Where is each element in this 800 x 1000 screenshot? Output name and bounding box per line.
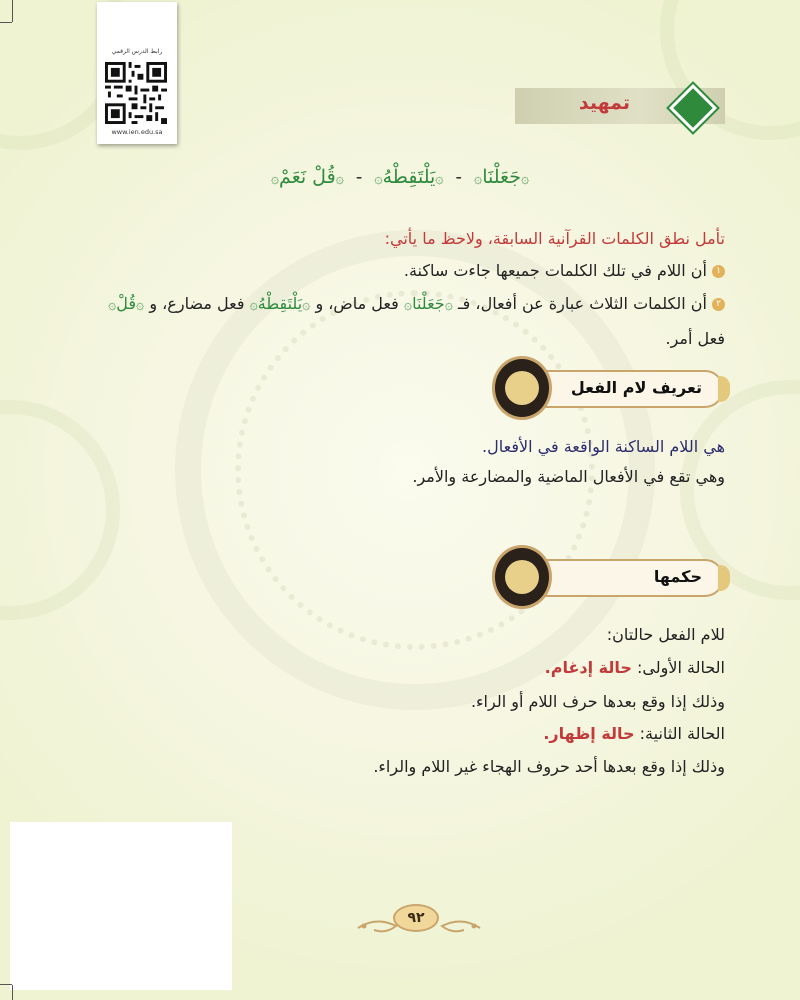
crop-mark — [0, 984, 12, 985]
quran-examples — [0, 166, 800, 188]
banner-title: حكمها — [653, 567, 702, 586]
ornate-bracket-icon: ۞ — [302, 297, 311, 313]
separator: - — [355, 166, 363, 188]
rule-intro: للام الفعل حالتان: — [606, 625, 725, 644]
case-label: الحالة الثانية: — [639, 724, 725, 743]
crop-mark — [12, 0, 13, 22]
crop-mark — [0, 22, 12, 23]
ornate-bracket-icon: ۞ — [249, 297, 258, 313]
ornate-bracket-icon: ۞ — [474, 171, 483, 187]
ornate-bracket-icon: ۞ — [335, 171, 344, 187]
rule-case-1-desc: وذلك إذا وقع بعدها حرف اللام أو الراء. — [470, 692, 725, 711]
quran-word: جَعَلْنَا — [482, 166, 521, 188]
case-name: حالة إدغام. — [544, 658, 632, 677]
floral-medallion-icon — [492, 356, 552, 420]
point-2 — [60, 294, 725, 313]
header-title: تمهيد — [578, 92, 630, 114]
rule-case-2 — [543, 724, 725, 743]
crop-mark — [12, 985, 13, 1000]
point-text: أن الكلمات الثلاث عبارة عن أفعال، فـ — [457, 294, 707, 313]
quran-word: قُلْ — [116, 294, 137, 313]
ornate-bracket-icon: ۞ — [136, 297, 145, 313]
case-name: حالة إظهار. — [543, 724, 635, 743]
qr-label: رابط الدرس الرقمي — [111, 48, 163, 55]
ornate-bracket-icon: ۞ — [435, 171, 444, 187]
ornate-bracket-icon: ۞ — [374, 171, 383, 187]
number-badge: ٢ — [712, 298, 725, 311]
quran-word: يَلْتَقِطْهُ — [382, 166, 436, 188]
definition-line-1: هي اللام الساكنة الواقعة في الأفعال. — [482, 437, 725, 456]
number-badge: ١ — [712, 265, 725, 278]
ornate-bracket-icon: ۞ — [444, 297, 453, 313]
separator: - — [455, 166, 462, 188]
quran-word: قُلْ نَعَمْ — [279, 166, 336, 188]
rule-case-2-desc: وذلك إذا وقع بعدها أحد حروف الهجاء غير اللام والراء. — [373, 757, 725, 776]
section-banner-ruling — [492, 545, 728, 609]
qr-url[interactable]: www.ien.edu.sa — [111, 128, 163, 136]
qr-code-icon[interactable] — [105, 62, 167, 124]
point-text: أن اللام في تلك الكلمات جميعها جاءت ساكنة. — [403, 261, 707, 280]
point-2-continuation: فعل أمر. — [665, 329, 725, 348]
qr-code-card[interactable] — [97, 2, 177, 144]
section-banner-definition — [492, 356, 728, 420]
intro-text: تأمل نطق الكلمات القرآنية السابقة، ولاحظ ما يأتي: — [384, 229, 725, 248]
banner-title: تعريف لام الفعل — [570, 378, 702, 397]
page-number: ٩٢ — [393, 904, 439, 932]
blank-area — [10, 822, 232, 990]
ornate-bracket-icon: ۞ — [108, 297, 117, 313]
case-label: الحالة الأولى: — [637, 658, 725, 677]
ornate-bracket-icon: ۞ — [270, 171, 280, 187]
quran-word: يَلْتَقِطْهُ — [257, 294, 303, 313]
definition-line-2: وهي تقع في الأفعال الماضية والمضارعة والأمر. — [412, 467, 725, 486]
rule-case-1 — [545, 658, 725, 677]
ornate-bracket-icon: ۞ — [403, 297, 413, 313]
ornate-bracket-icon: ۞ — [520, 171, 530, 187]
scroll-end-ornament — [718, 565, 730, 591]
point-text: فعل ماض، و — [315, 294, 399, 313]
point-text: فعل مضارع، و — [149, 294, 245, 313]
point-1 — [404, 261, 725, 280]
floral-medallion-icon — [492, 545, 552, 609]
quran-word: جَعَلْنَا — [412, 294, 445, 313]
corner-ornament — [0, 400, 120, 620]
